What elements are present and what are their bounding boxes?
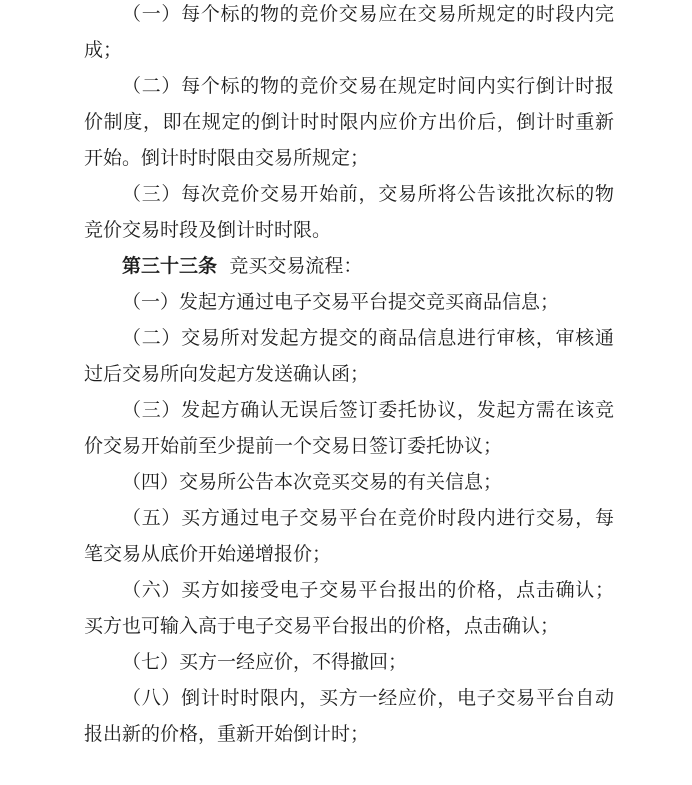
flow-clause-5: （五）买方通过电子交易平台在竞价时段内进行交易，每笔交易从底价开始递增报价； — [84, 508, 614, 565]
article-title: 竞买交易流程： — [229, 256, 363, 277]
flow-clause-1: （一）发起方通过电子交易平台提交竞买商品信息； — [122, 292, 560, 313]
flow-clause-7: （七）买方一经应价，不得撤回； — [122, 652, 408, 673]
article-heading — [84, 249, 614, 285]
flow-clause-6: （六）买方如接受电子交易平台报出的价格，点击确认；买方也可输入高于电子交易平台报出的价格，点击确认； — [84, 580, 614, 637]
flow-clause-8: （八）倒计时时限内，买方一经应价，电子交易平台自动报出新的价格，重新开始倒计时； — [84, 688, 614, 745]
intro-clause-3: （三）每次竞价交易开始前，交易所将公告该批次标的物竞价交易时段及倒计时时限。 — [84, 184, 614, 241]
intro-clause-1: （一）每个标的物的竞价交易应在交易所规定的时段内完成； — [84, 4, 614, 61]
flow-clause-3: （三）发起方确认无误后签订委托协议，发起方需在该竞价交易开始前至少提前一个交易日签订委托协议； — [84, 400, 614, 457]
flow-clause-4: （四）交易所公告本次竞买交易的有关信息； — [122, 472, 503, 493]
intro-clause-2: （二）每个标的物的竞价交易在规定时间内实行倒计时报价制度，即在规定的倒计时时限内应价方出价后，倒计时重新开始。倒计时时限由交易所规定； — [84, 76, 614, 169]
article-number: 第三十三条 — [122, 256, 218, 277]
flow-clause-2: （二）交易所对发起方提交的商品信息进行审核，审核通过后交易所向发起方发送确认函； — [84, 328, 614, 385]
